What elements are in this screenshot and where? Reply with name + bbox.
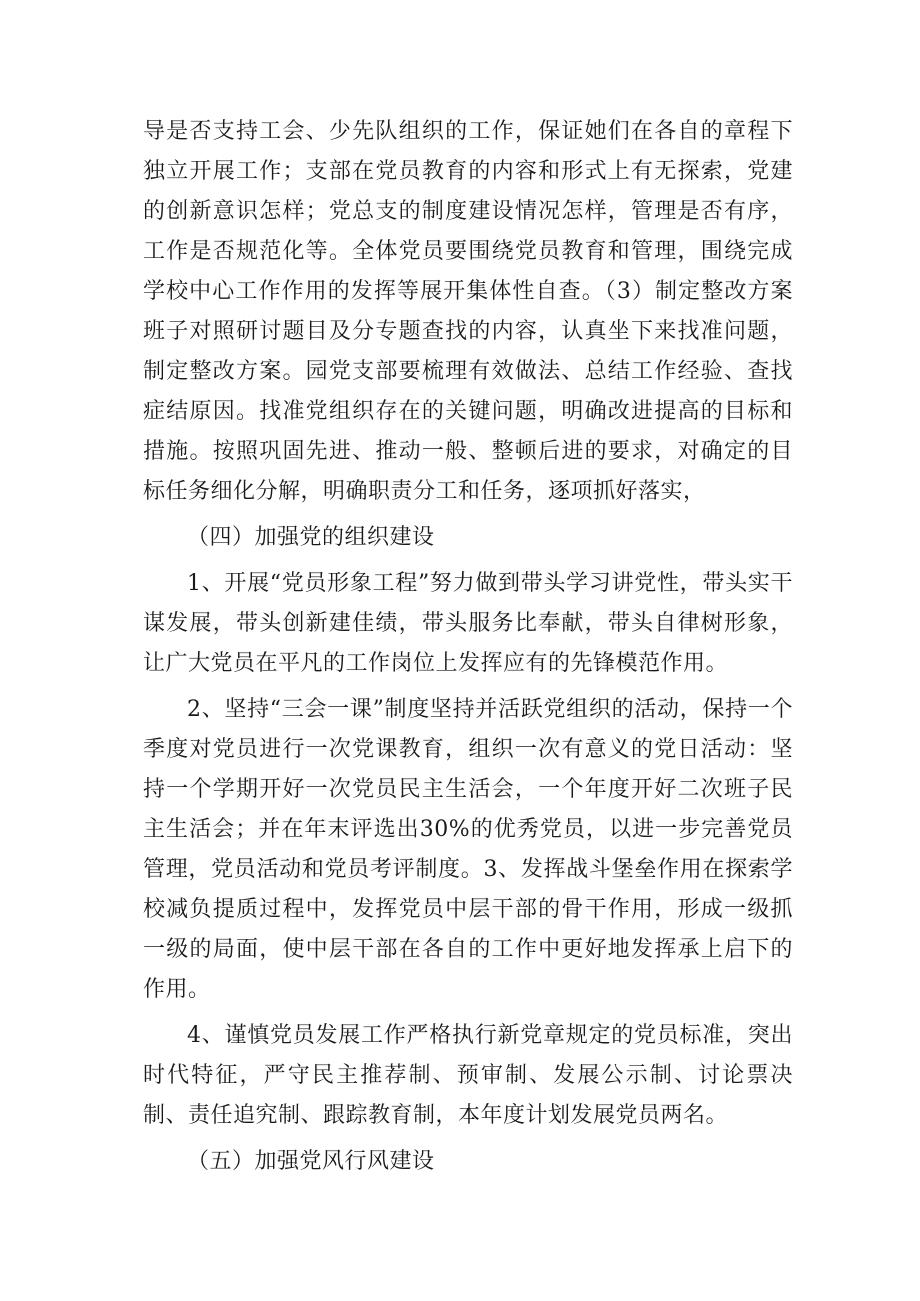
paragraph-member-development: 4、谨慎党员发展工作严格执行新党章规定的党员标准，突出时代特征，严守民主推荐制、预审制、发展公示制、讨论票决制、责任追究制、跟踪教育制，本年度计划发展党员两名。 xyxy=(143,1023,793,1128)
section-heading-style: （五）加强党风行风建设 xyxy=(187,1149,435,1174)
paragraph-three-meetings-one-lesson: 2、坚持“三会一课”制度坚持并活跃党组织的活动，保持一个季度对党员进行一次党课教育，组织一次有意义的党日活动：坚持一个学期开好一次党员民主生活会，一个年度开好二次班子民主生活会；并在年末评选出30%的优秀党员，以进一步完善党员管理，党员活动和党员考评制度。3、发挥战斗堡垒作用在探索学校减负提质过程中，发挥党员中层干部的骨干作用，形成一级抓一级的局面，使中层干部在各自的工作中更好地发挥承上启下的作用。 xyxy=(143,697,793,1002)
document-body xyxy=(143,112,793,1182)
section-heading-organization: （四）加强党的组织建设 xyxy=(187,525,435,550)
paragraph-self-inspection: 导是否支持工会、少先队组织的工作，保证她们在各自的章程下独立开展工作；支部在党员教育的内容和形式上有无探索，党建的创新意识怎样；党总支的制度建设情况怎样，管理是否有序，工作是否规范化等。全体党员要围绕党员教育和管理，围绕完成学校中心工作作用的发挥等展开集体性自查。（3）制定整改方案班子对照研讨题目及分专题查找的内容，认真坐下来找准问题，制定整改方案。园党支部要梳理有效做法、总结工作经验、查找症结原因。找准党组织存在的关键问题，明确改进提高的目标和措施。按照巩固先进、推动一般、整顿后进的要求，对确定的目标任务细化分解，明确职责分工和任务，逐项抓好落实， xyxy=(143,119,793,504)
paragraph-party-image-project: 1、开展“党员形象工程”努力做到带头学习讲党性，带头实干谋发展，带头创新建佳绩，带头服务比奉献，带头自律树形象，让广大党员在平凡的工作岗位上发挥应有的先锋模范作用。 xyxy=(143,571,793,676)
